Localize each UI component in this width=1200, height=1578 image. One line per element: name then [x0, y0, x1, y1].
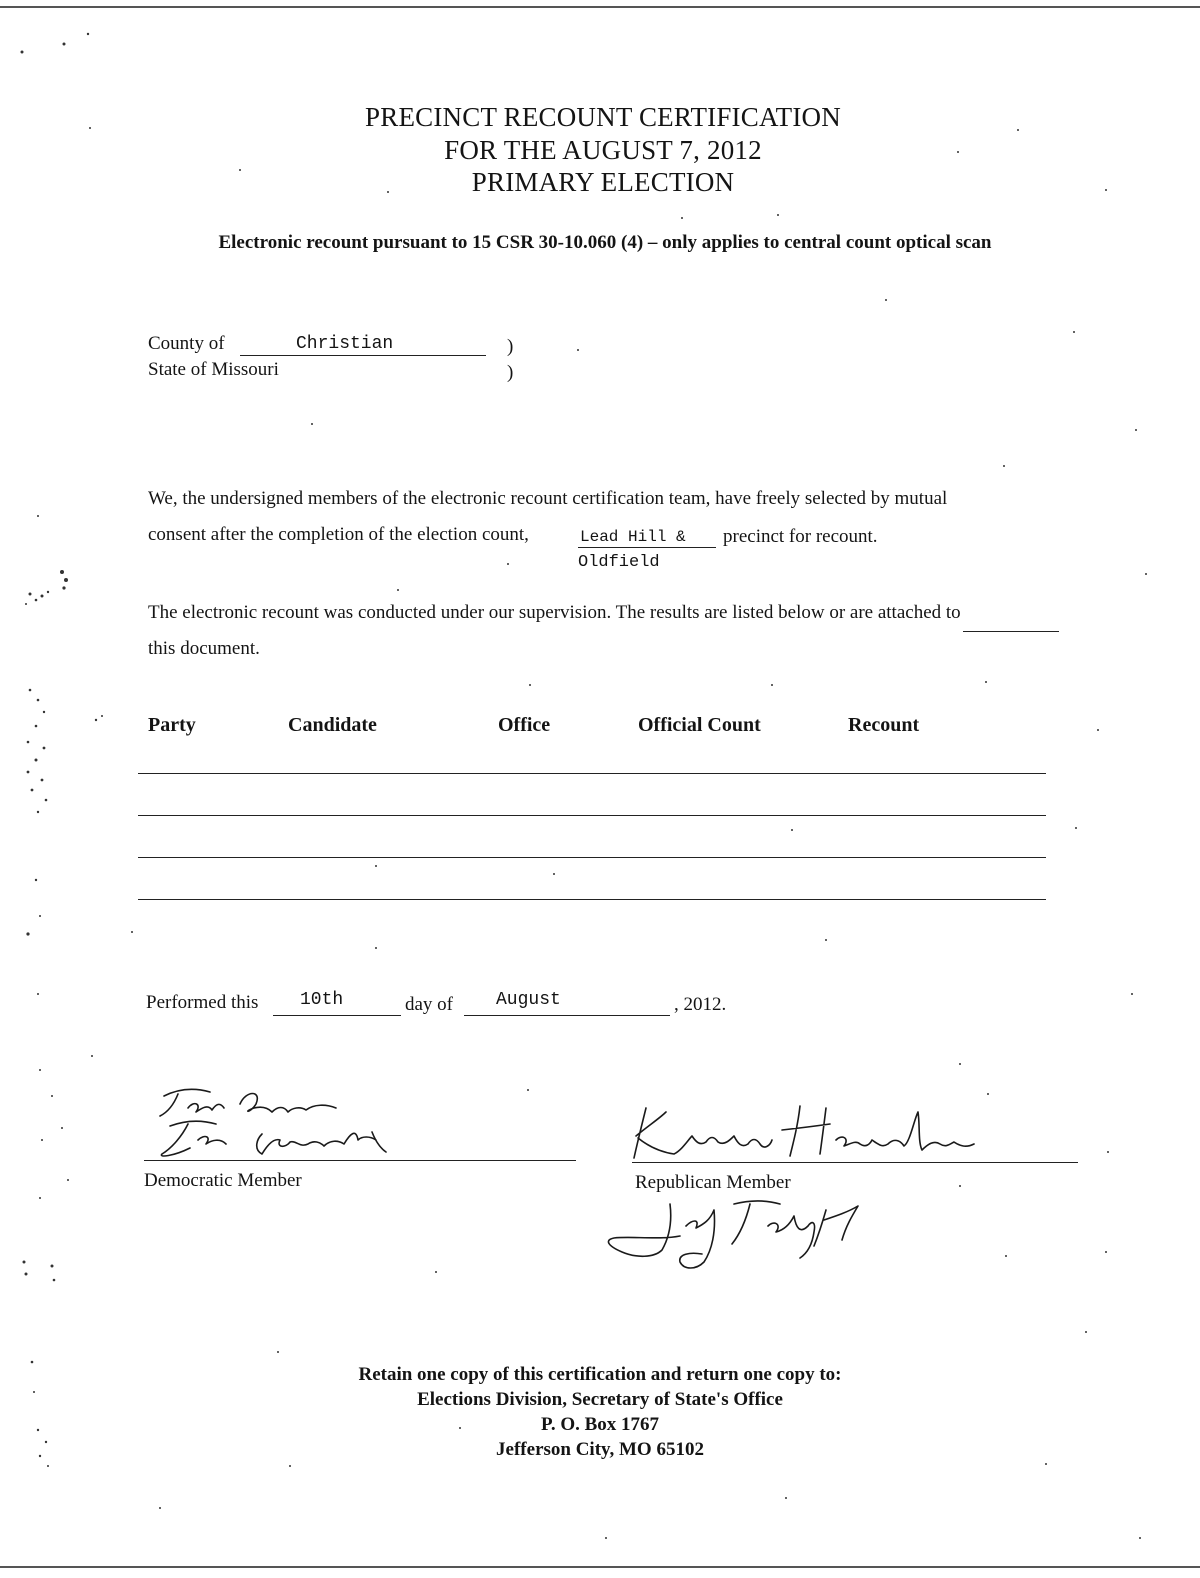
day-of-label: day of [405, 994, 454, 1015]
county-label: County of [148, 333, 225, 354]
document-title-type: PRIMARY ELECTION [471, 167, 735, 197]
statement-line-2-start: consent after the completion of the election count, [148, 524, 529, 545]
statement-line-3: The electronic recount was conducted under our supervision. The results are listed below or are attached to [148, 602, 961, 623]
column-header-official-count: Official Count [638, 714, 761, 736]
performed-year: , 2012. [674, 994, 727, 1015]
column-header-office: Office [498, 714, 551, 736]
state-paren: ) [507, 362, 514, 383]
footer-instruction: Retain one copy of this certification and return one copy to: [358, 1364, 842, 1385]
republican-member-label: Republican Member [635, 1172, 791, 1193]
county-paren: ) [507, 336, 514, 357]
document-title: PRECINCT RECOUNT CERTIFICATION [365, 102, 841, 132]
precinct-value-line-2: Oldfield [578, 553, 660, 572]
state-label: State of Missouri [148, 359, 279, 380]
column-header-recount: Recount [848, 714, 920, 736]
column-header-party: Party [148, 714, 196, 736]
statement-line-1: We, the undersigned members of the electronic recount certification team, have freely selected by mutual [148, 488, 948, 509]
statement-line-2-end: precinct for recount. [723, 526, 878, 547]
performed-day: 10th [300, 990, 344, 1010]
document-subtitle: Electronic recount pursuant to 15 CSR 30-10.060 (4) – only applies to central count optical scan [218, 232, 992, 253]
county-value: Christian [296, 334, 394, 354]
document-title-election: FOR THE AUGUST 7, 2012 [444, 135, 762, 165]
footer-office: Elections Division, Secretary of State's Office [417, 1389, 783, 1410]
column-header-candidate: Candidate [288, 714, 377, 736]
performed-label: Performed this [146, 992, 259, 1013]
statement-line-4: this document. [148, 638, 260, 659]
footer-city: Jefferson City, MO 65102 [496, 1439, 704, 1460]
precinct-value-line-1: Lead Hill & [580, 528, 686, 546]
performed-month: August [496, 990, 561, 1010]
footer-po-box: P. O. Box 1767 [540, 1414, 660, 1435]
democratic-member-label: Democratic Member [144, 1170, 302, 1191]
